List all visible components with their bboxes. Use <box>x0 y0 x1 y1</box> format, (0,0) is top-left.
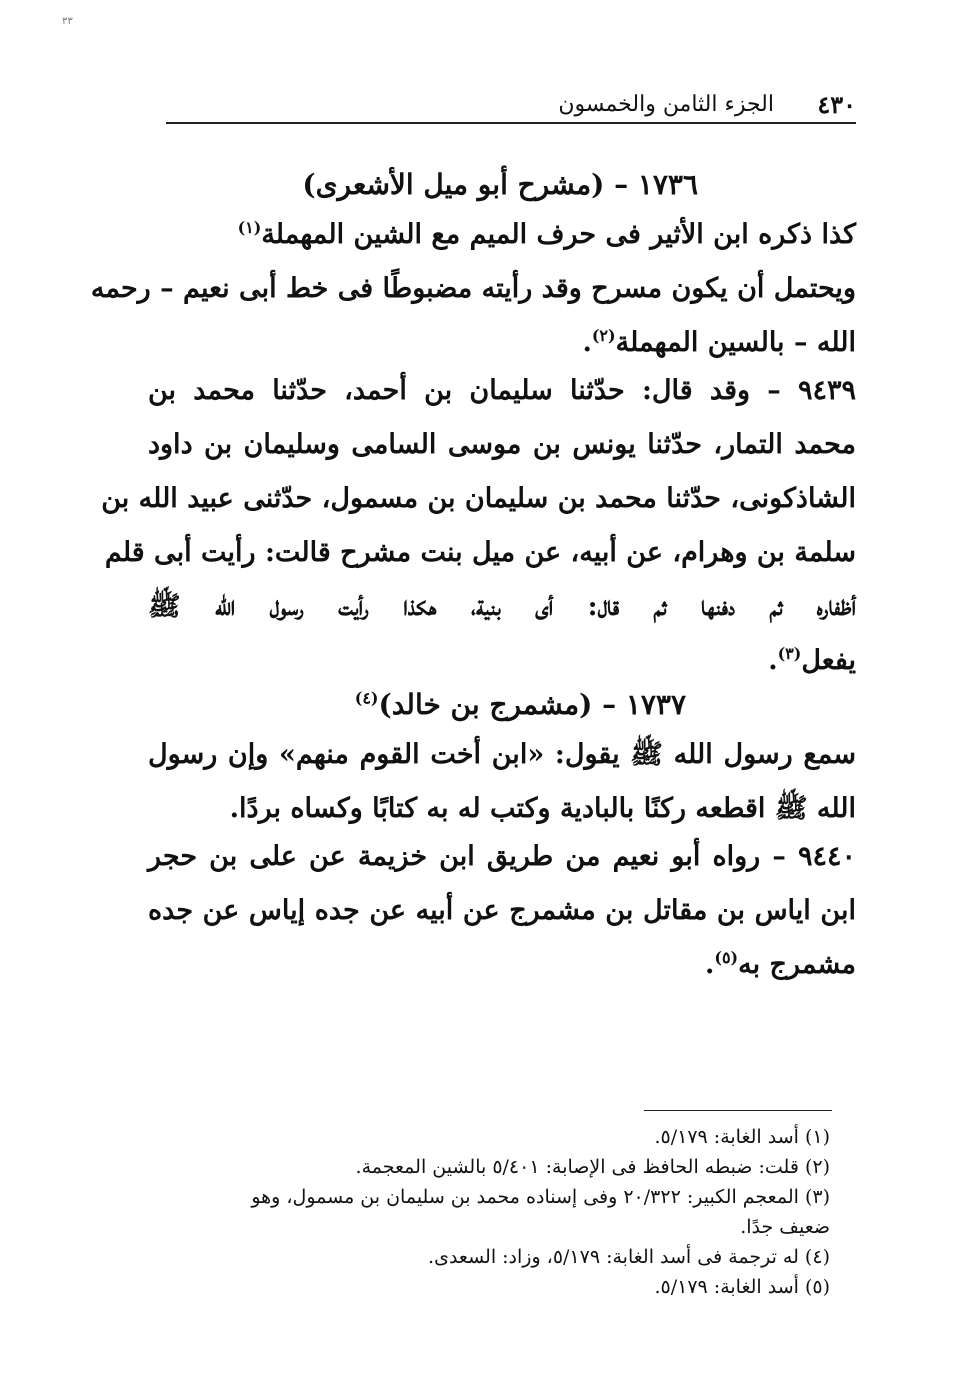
header-rule <box>166 122 856 124</box>
text-line: ٩٤٤٠ – رواه أبو نعيم من طريق ابن خزيمة عن على بن حجر <box>148 841 856 872</box>
footnote-item: (٢) قلت: ضبطه الحافظ فى الإصابة: ٥/٤٠١ بالشين المعجمة. <box>355 1156 830 1178</box>
text-line: سمع رسول الله ﷺ يقول: «ابن أخت القوم منهم» وإن رسول <box>148 739 856 770</box>
entry-heading-1736: ١٧٣٦ – (مشرح أبو ميل الأشعرى) <box>302 168 698 201</box>
footnote-ref: (٢) <box>591 326 616 345</box>
footnote-continuation: ضعيف جدًا. <box>740 1216 830 1238</box>
text-line: محمد التمار، حدّثنا يونس بن موسى السامى وسليمان بن داود <box>148 429 856 460</box>
text-line: مشمرج به$^{(٥)}$. <box>704 948 856 980</box>
text-line: الله ﷺ اقطعه ركنًا بالبادية وكتب له به كتابًا وكساه بردًا. <box>229 793 856 824</box>
footnote-item: (٤) له ترجمة فى أسد الغابة: ٥/١٧٩، وزاد: السعدى. <box>428 1246 830 1268</box>
footnote-ref: (٥) <box>714 948 739 967</box>
text-line: يفعل$^{(٣)}$. <box>768 644 856 676</box>
footnote-ref: (١) <box>237 218 262 237</box>
corner-mark: ٣٣ <box>62 16 73 27</box>
running-title: الجزء الثامن والخمسون <box>558 92 774 117</box>
text-line: ٩٤٣٩ – وقد قال: حدّثنا سليمان بن أحمد، حدّثنا محمد بن <box>148 375 856 406</box>
entry-1736-text <box>90 208 856 370</box>
footnote-item: (٥) أسد الغابة: ٥/١٧٩. <box>654 1276 830 1298</box>
footnote-item: (٣) المعجم الكبير: ٢٠/٣٢٢ وفى إسناده محمد بن سليمان بن مسمول، وهو <box>251 1186 830 1208</box>
text-line: أظفاره ثم دفنها ثم قال: أى بنية، هكذا رأيت رسول الله ﷺ <box>148 591 856 622</box>
footnotes <box>240 1122 830 1302</box>
footnote-ref: (٤) <box>354 688 379 708</box>
footnote-rule <box>644 1110 832 1111</box>
hadith-9440 <box>148 830 856 992</box>
page-number: ٤٣٠ <box>817 90 856 119</box>
entry-heading-1737: ١٧٣٧ – (مشمرج بن خالد)$^{(٤)}$ <box>354 688 686 721</box>
entry-1737-text <box>148 728 856 836</box>
text-line: ويحتمل أن يكون مسرح وقد رأيته مضبوطًا فى خط أبى نعيم – رحمه <box>90 273 856 304</box>
text-line: كذا ذكره ابن الأثير فى حرف الميم مع الشين المهملة$^{(١)}$ <box>237 218 856 250</box>
footnote-ref: (٣) <box>777 644 802 663</box>
page-header <box>166 84 856 124</box>
text-line: الشاذكونى، حدّثنا محمد بن سليمان بن مسمول، حدّثنى عبيد الله بن <box>101 483 856 514</box>
text-line: ابن اياس بن مقاتل بن مشمرج عن أبيه عن جده إياس عن جده <box>148 895 856 926</box>
footnote-item: (١) أسد الغابة: ٥/١٧٩. <box>654 1126 830 1148</box>
text-line: الله – بالسين المهملة$^{(٢)}$. <box>582 326 856 358</box>
text-line: سلمة بن وهرام، عن أبيه، عن ميل بنت مشرح قالت: رأيت أبى قلم <box>104 537 856 568</box>
hadith-9439 <box>101 364 856 688</box>
